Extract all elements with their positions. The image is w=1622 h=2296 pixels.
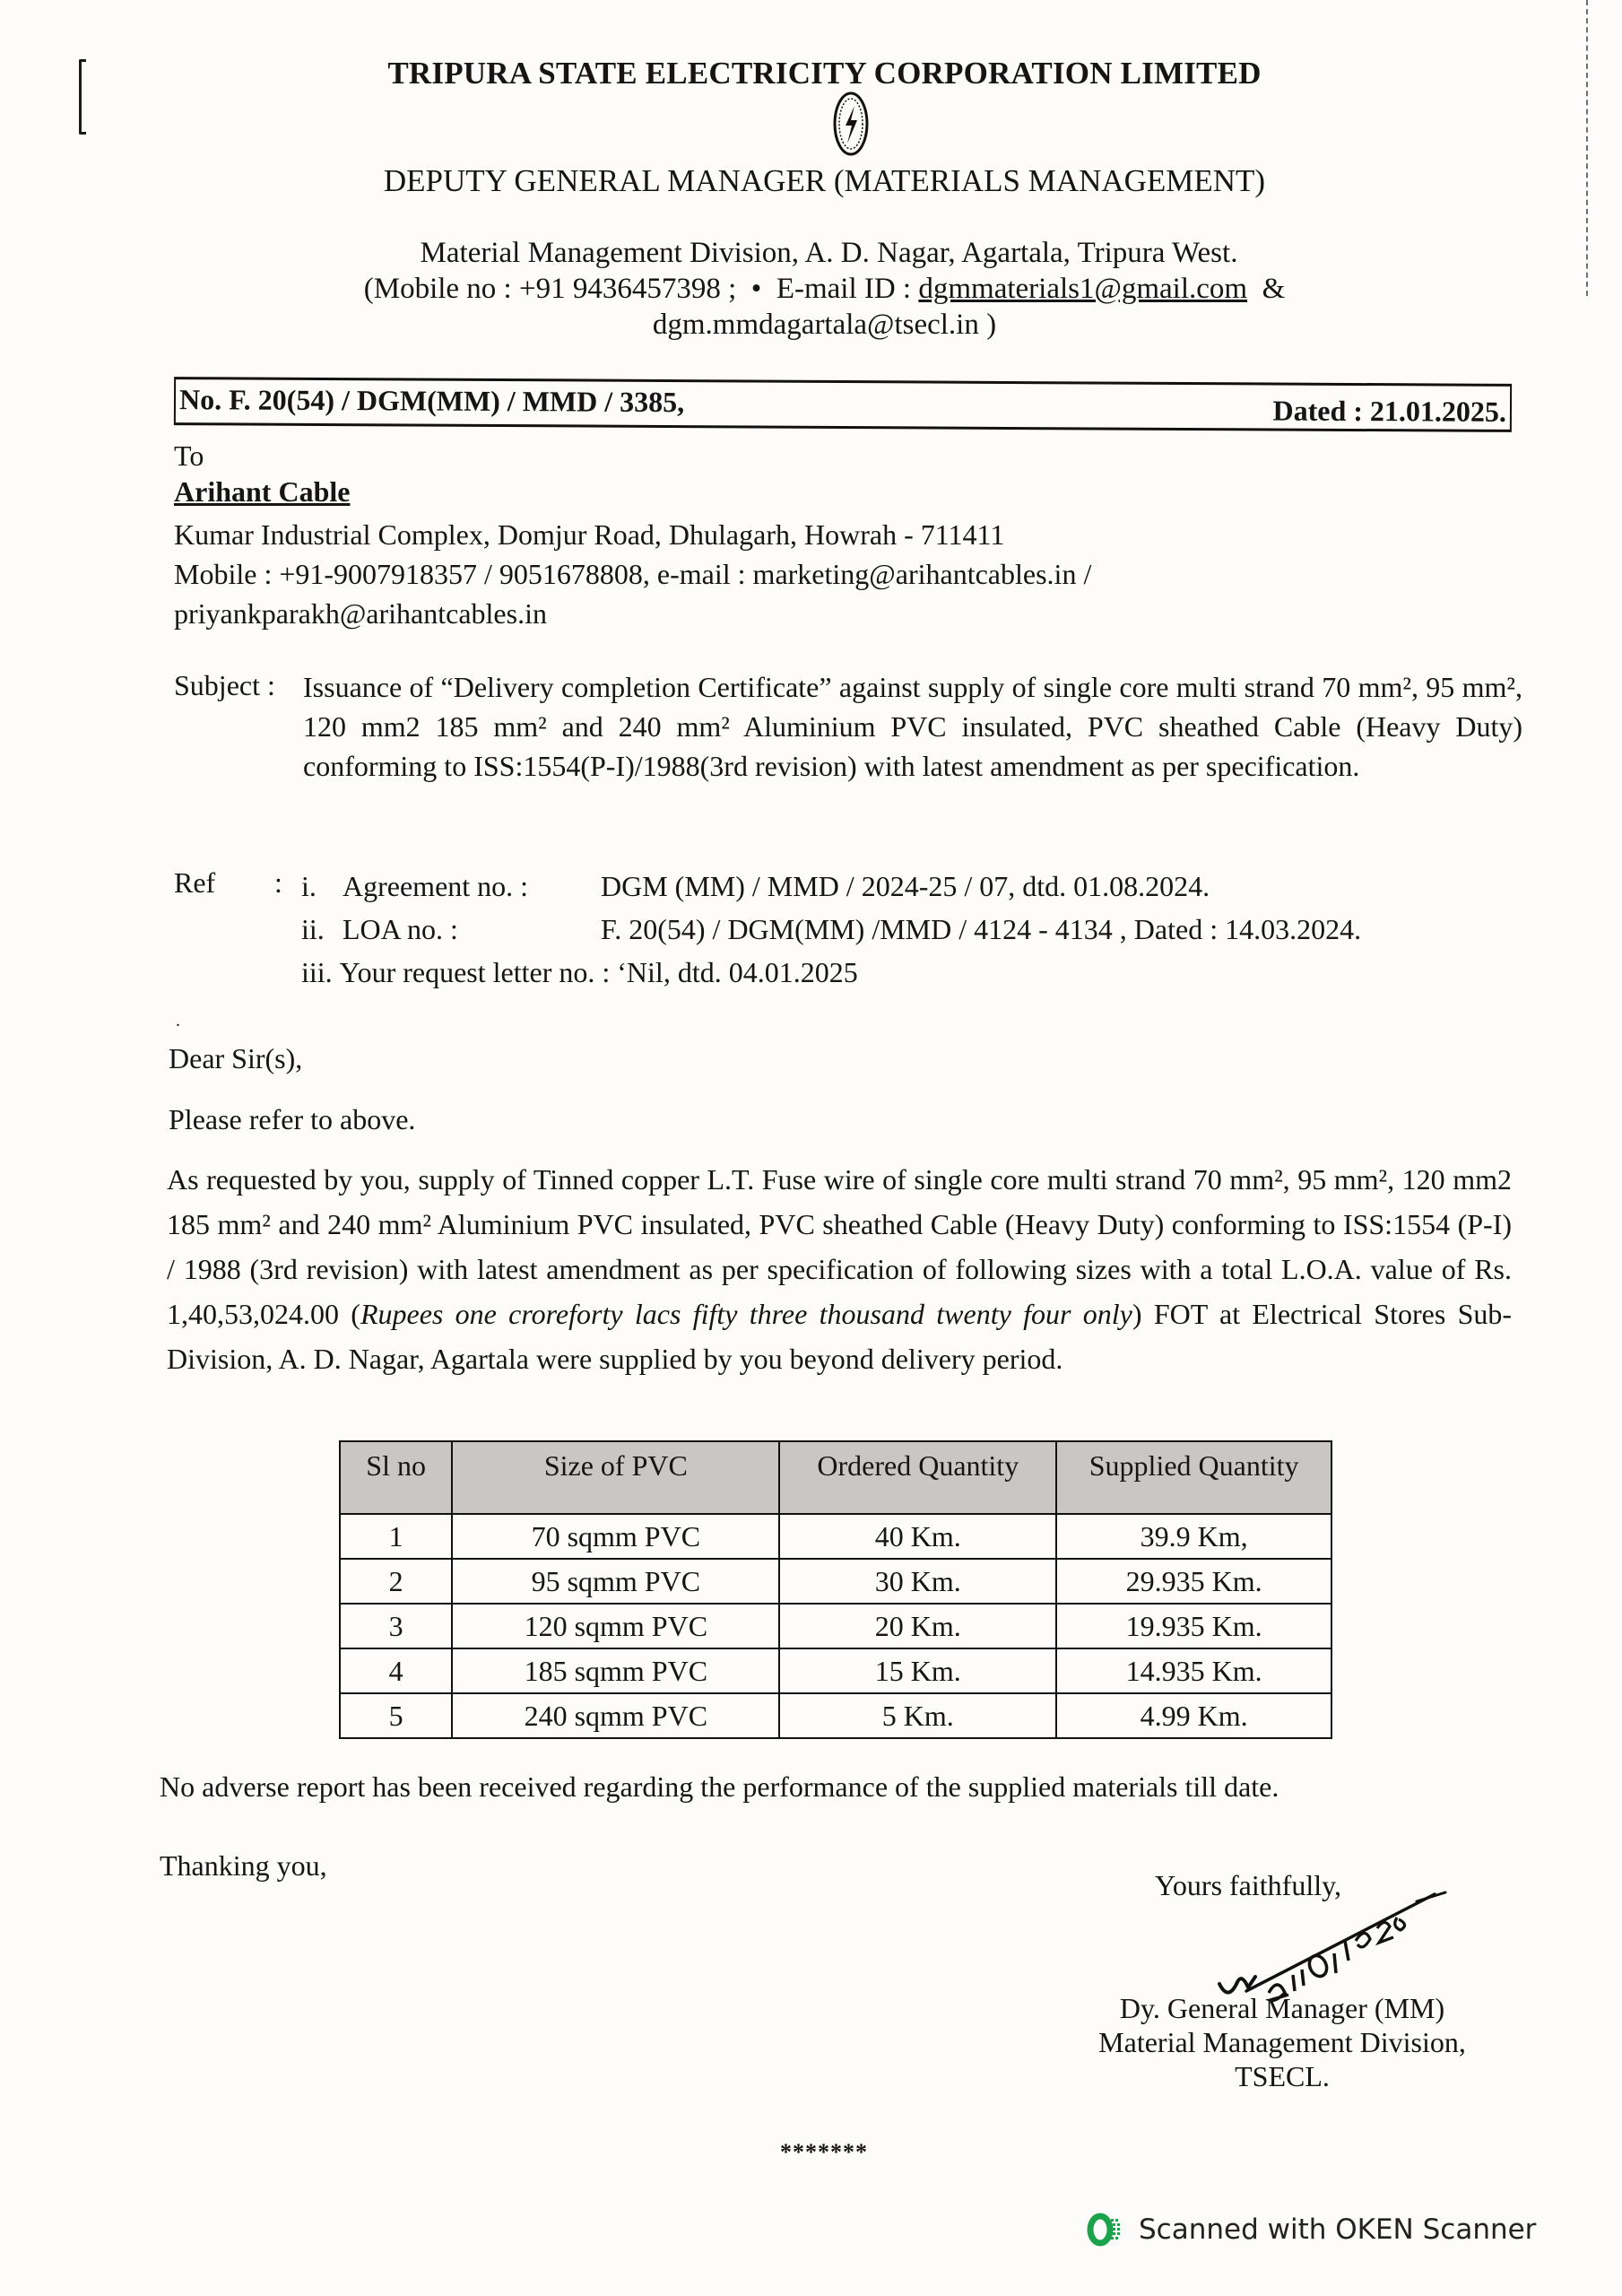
- body-paragraph: [167, 1157, 1512, 1381]
- reference-item: [301, 865, 1539, 908]
- valediction: Yours faithfully,: [1155, 1869, 1342, 1901]
- signatory-details: [1058, 1991, 1506, 2093]
- thanks-line: Thanking you,: [160, 1849, 327, 1882]
- email-secondary: dgm.mmdagartala@tsecl.in ): [652, 309, 997, 341]
- reference-label: LOA no. :: [343, 913, 458, 945]
- reference-item: [301, 908, 1539, 951]
- reference-list: [301, 865, 1539, 994]
- ref-label: Ref: [174, 866, 216, 899]
- closing-statement: No adverse report has been received regarding the performance of the supplied materials till date.: [160, 1770, 1279, 1803]
- to-label: To: [174, 439, 204, 472]
- cell-ordered: 20 Km.: [779, 1604, 1056, 1648]
- signatory-org: TSECL.: [1235, 2060, 1330, 2092]
- department-title: DEPUTY GENERAL MANAGER (MATERIALS MANAGEMENT): [383, 163, 1266, 198]
- email-joiner: &: [1262, 273, 1286, 305]
- quantity-table: [339, 1440, 1332, 1739]
- table-row: [340, 1559, 1331, 1604]
- header-sl-no: Sl no: [340, 1441, 452, 1514]
- recipient-contact: Mobile : +91-9007918357 / 9051678808, e-mail : marketing@arihantcables.in /: [174, 558, 1092, 590]
- header-supplied: Supplied Quantity: [1056, 1441, 1331, 1514]
- email-label: E-mail ID :: [776, 273, 912, 305]
- paragraph-start: As requested by you, supply of Tinned copper L.T. Fuse wire of single core multi strand 70 mm², 95 mm², 120 mm2 185 mm² and 240 mm² Aluminium PVC insulated, PVC sheathed Cable (Heavy Duty) conforming to ISS:1554 (P-I) / 1988 (3rd revision) with latest amendment as per specification of following sizes with a total L.O.A. value of Rs. 1,40,53,024.00 (: [167, 1163, 1512, 1330]
- cell-sl-no: 3: [340, 1604, 452, 1648]
- subject-text: Issuance of “Delivery completion Certificate” against supply of single core multi strand 70 mm², 95 mm², 120 mm2 185 mm² and 240 mm² Aluminium PVC insulated, PVC sheathed Cable (Heavy Duty) conforming to ISS:1554(P-I)/1988(3rd revision) with latest amendment as per specification.: [303, 671, 1522, 782]
- cell-supplied: 39.9 Km,: [1056, 1514, 1331, 1559]
- cell-sl-no: 5: [340, 1693, 452, 1738]
- scanner-label: Scanned with OKEN Scanner: [1139, 2213, 1537, 2246]
- signatory-division: Material Management Division,: [1098, 2026, 1466, 2058]
- office-mobile: (Mobile no : +91 9436457398 ;: [363, 273, 737, 305]
- cell-size: 240 sqmm PVC: [452, 1693, 779, 1738]
- reference-value: F. 20(54) / DGM(MM) /MMD / 4124 - 4134 , Dated : 14.03.2024.: [601, 913, 1362, 945]
- cell-ordered: 5 Km.: [779, 1693, 1056, 1738]
- cell-sl-no: 4: [340, 1648, 452, 1693]
- intro-line: Please refer to above.: [169, 1103, 416, 1135]
- cell-supplied: 19.935 Km.: [1056, 1604, 1331, 1648]
- cell-sl-no: 1: [340, 1514, 452, 1559]
- reference-item: [301, 951, 1539, 994]
- table-header-row: [340, 1441, 1331, 1514]
- recipient-address: Kumar Industrial Complex, Domjur Road, Dhulagarh, Howrah - 711411: [174, 518, 1005, 551]
- reference-num: iii.: [301, 956, 333, 988]
- cell-supplied: 14.935 Km.: [1056, 1648, 1331, 1693]
- office-address: Material Management Division, A. D. Nagar, Agartala, Tripura West.: [420, 237, 1238, 269]
- reference-label: Your request letter no. :: [339, 956, 611, 988]
- cell-size: 70 sqmm PVC: [452, 1514, 779, 1559]
- cell-supplied: 4.99 Km.: [1056, 1693, 1331, 1738]
- lightning-bolt-emblem-icon: [832, 90, 870, 158]
- greeting: Dear Sir(s),: [169, 1042, 303, 1074]
- bullet: •: [750, 273, 762, 305]
- scanner-watermark: [1087, 2212, 1536, 2248]
- letter-number: No. F. 20(54) / DGM(MM) / MMD / 3385,: [178, 383, 685, 419]
- amount-in-words: Rupees one croreforty lacs fifty three thousand twenty four only: [360, 1298, 1132, 1330]
- email-primary-link[interactable]: dgmmaterials1@gmail.com: [918, 273, 1248, 305]
- table-row: [340, 1604, 1331, 1648]
- oken-scanner-logo-icon: [1087, 2212, 1123, 2248]
- end-marker: *******: [780, 2139, 868, 2165]
- table-row: [340, 1693, 1331, 1738]
- letter-date: Dated : 21.01.2025.: [1272, 394, 1507, 428]
- ref-colon: :: [274, 866, 282, 899]
- recipient-name: Arihant Cable: [174, 475, 351, 508]
- cell-sl-no: 2: [340, 1559, 452, 1604]
- cell-size: 120 sqmm PVC: [452, 1604, 779, 1648]
- stray-mark: .: [176, 1011, 180, 1031]
- reference-num: i.: [301, 870, 317, 902]
- table-row: [340, 1514, 1331, 1559]
- cell-supplied: 29.935 Km.: [1056, 1559, 1331, 1604]
- paragraph-end: ) FOT at Electrical Stores Sub-Division, A. D. Nagar, Agartala were supplied by you beyond delivery period.: [167, 1298, 1513, 1375]
- header-size: Size of PVC: [452, 1441, 779, 1514]
- cell-size: 95 sqmm PVC: [452, 1559, 779, 1604]
- table-row: [340, 1648, 1331, 1693]
- cell-ordered: 40 Km.: [779, 1514, 1056, 1559]
- signatory-title: Dy. General Manager (MM): [1119, 1992, 1445, 2024]
- cell-ordered: 30 Km.: [779, 1559, 1056, 1604]
- cell-size: 185 sqmm PVC: [452, 1648, 779, 1693]
- organization-name: TRIPURA STATE ELECTRICITY CORPORATION LIMITED: [387, 56, 1262, 91]
- reference-num: ii.: [301, 913, 325, 945]
- recipient-email: priyankparakh@arihantcables.in: [174, 597, 547, 630]
- contact-line: [27, 271, 1622, 307]
- reference-value: ‘Nil, dtd. 04.01.2025: [617, 956, 858, 988]
- reference-box: [174, 377, 1512, 432]
- header-ordered: Ordered Quantity: [779, 1441, 1056, 1514]
- reference-label: Agreement no. :: [343, 870, 529, 902]
- subject-label: Subject :: [174, 669, 275, 701]
- cell-ordered: 15 Km.: [779, 1648, 1056, 1693]
- reference-value: DGM (MM) / MMD / 2024-25 / 07, dtd. 01.08.2024.: [601, 870, 1210, 902]
